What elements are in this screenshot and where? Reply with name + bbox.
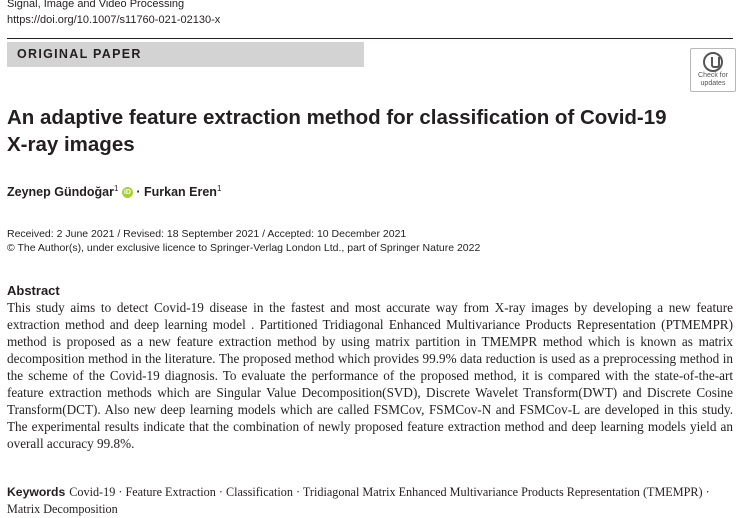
- keywords: [7, 484, 733, 518]
- author-list: [7, 181, 221, 200]
- check-line1: Check for: [698, 72, 728, 79]
- header-rule: [7, 38, 733, 39]
- article-title: [7, 104, 707, 158]
- title-line-2: X-ray images: [7, 133, 135, 156]
- check-for-updates-badge[interactable]: [690, 48, 736, 92]
- check-line2: updates: [700, 80, 726, 87]
- author-name[interactable]: Furkan Eren: [144, 185, 217, 200]
- abstract-text: This study aims to detect Covid-19 disease in the fastest and most accurate way from X-ray images by developing a new feature extraction method and deep learning model . Partitioned Tridiagonal Enhanced Multivariance Products Representation (PTMEMPR) method is proposed as a new feature extraction method by using matrix partition in TMEMPR method which is known as matrix decomposition method in the literature. The proposed method which provides 99.9% data reduction is used as a preprocessing method in the scheme of the Covid-19 diagnosis. To evaluate the performance of the proposed method, it is compared with the state-of-the-art feature extraction methods which are Singular Value Decomposition(SVD), Discrete Wavelet Transform(DWT) and Discrete Cosine Transform(DCT). Also new deep learning models which are called FSMCov, FSMCov-N and FSMCov-L are developed in this study. The experimental results indicate that the combination of newly proposed feature extraction method and deep learning models yield an overall accuracy 99.8%.: [7, 300, 733, 451]
- section-band: [7, 42, 364, 67]
- keywords-label: Keywords: [7, 485, 66, 499]
- author-name[interactable]: Zeynep Gündoğar: [7, 185, 114, 200]
- journal-name: Signal, Image and Video Processing: [7, 0, 185, 10]
- title-line-1: An adaptive feature extraction method for classification of Covid-19: [7, 106, 667, 129]
- affiliation-mark: 1: [216, 184, 222, 193]
- affiliation-mark: 1: [113, 184, 119, 193]
- author-separator: ·: [132, 185, 144, 200]
- received-dates: Received: 2 June 2021 / Revised: 18 September 2021 / Accepted: 10 December 2021: [7, 228, 407, 240]
- section-label: ORIGINAL PAPER: [17, 47, 142, 61]
- orcid-icon[interactable]: iD: [123, 189, 131, 197]
- keywords-text: Covid-19 · Feature Extraction · Classification · Tridiagonal Matrix Enhanced Multivariance Products Representation (TMEMPR) · Matrix Decomposition: [7, 485, 710, 516]
- doi-link[interactable]: https://doi.org/10.1007/s11760-021-02130-x: [7, 14, 221, 26]
- crossmark-icon: [703, 52, 723, 72]
- abstract-heading: Abstract: [7, 283, 60, 298]
- copyright-notice: © The Author(s), under exclusive licence to Springer-Verlag London Ltd., part of Springer Nature 2022: [7, 242, 481, 254]
